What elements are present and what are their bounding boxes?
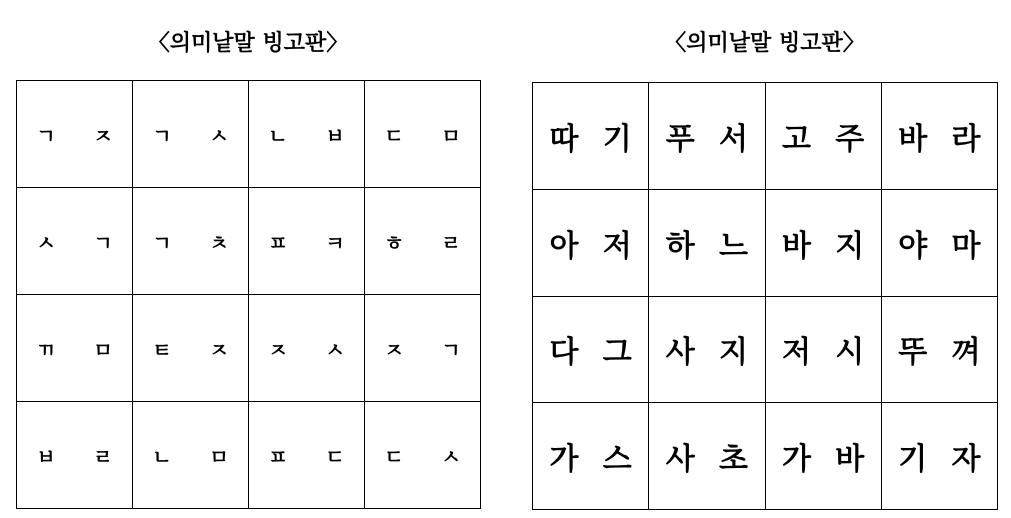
right-bingo-cell[interactable] xyxy=(882,190,998,297)
cell-character: 야 xyxy=(898,228,928,264)
left-bingo-cell[interactable] xyxy=(133,81,249,188)
left-bingo-cell[interactable] xyxy=(17,81,133,188)
cell-character: 라 xyxy=(951,121,981,157)
cell-character: ㄱ xyxy=(441,337,461,362)
cell-character: 껴 xyxy=(951,335,981,371)
cell-character: 시 xyxy=(835,335,865,371)
cell-character: ㅈ xyxy=(209,337,229,362)
cell-character: 저 xyxy=(602,228,632,264)
cell-character: ㄱ xyxy=(152,123,172,148)
right-bingo-cell[interactable] xyxy=(766,403,882,510)
left-bingo-cell[interactable] xyxy=(17,402,133,509)
cell-character: ㅋ xyxy=(325,230,345,255)
cell-character: 자 xyxy=(951,442,981,478)
cell-character: ㄲ xyxy=(36,337,56,362)
left-bingo-cell[interactable] xyxy=(133,188,249,295)
cell-character: ㅌ xyxy=(152,337,172,362)
cell-character: ㅈ xyxy=(384,337,404,362)
left-bingo-cell[interactable] xyxy=(249,188,365,295)
right-bingo-cell[interactable] xyxy=(649,190,765,297)
right-board-title: 〈의미낱말 빙고판〉 xyxy=(664,31,865,56)
cell-character: 바 xyxy=(782,228,811,264)
cell-character: ㅎ xyxy=(384,230,404,255)
cell-character: ㄱ xyxy=(152,230,172,255)
right-bingo-cell[interactable] xyxy=(533,190,649,297)
right-bingo-cell[interactable] xyxy=(533,297,649,404)
cell-character: ㅈ xyxy=(268,337,288,362)
right-bingo-cell[interactable] xyxy=(882,83,998,190)
cell-character: 뚜 xyxy=(898,335,928,371)
right-bingo-cell[interactable] xyxy=(533,83,649,190)
cell-character: ㅍ xyxy=(268,444,288,469)
right-bingo-cell[interactable] xyxy=(649,83,765,190)
cell-character: 마 xyxy=(951,228,981,264)
right-bingo-cell[interactable] xyxy=(649,297,765,404)
right-bingo-cell[interactable] xyxy=(882,297,998,404)
cell-character: ㅁ xyxy=(209,444,229,469)
right-bingo-cell[interactable] xyxy=(766,83,882,190)
cell-character: 기 xyxy=(602,121,632,157)
cell-character: 바 xyxy=(835,442,865,478)
cell-character: ㅈ xyxy=(93,123,113,148)
cell-character: 지 xyxy=(719,335,748,371)
cell-character: ㅂ xyxy=(36,444,56,469)
right-bingo-cell[interactable] xyxy=(766,190,882,297)
cell-character: 고 xyxy=(782,121,811,157)
right-bingo-cell[interactable] xyxy=(533,403,649,510)
left-bingo-cell[interactable] xyxy=(249,295,365,402)
left-bingo-cell[interactable] xyxy=(365,295,481,402)
left-bingo-cell[interactable] xyxy=(365,402,481,509)
cell-character: 푸 xyxy=(665,121,695,157)
left-board-title: 〈의미낱말 빙고판〉 xyxy=(147,31,349,56)
cell-character: 사 xyxy=(665,442,695,478)
cell-character: ㄴ xyxy=(268,123,288,148)
right-bingo-cell[interactable] xyxy=(649,403,765,510)
cell-character: ㅅ xyxy=(209,123,229,148)
left-bingo-cell[interactable] xyxy=(365,188,481,295)
cell-character: ㅁ xyxy=(93,337,113,362)
right-bingo-board xyxy=(532,82,998,510)
left-bingo-cell[interactable] xyxy=(365,81,481,188)
cell-character: 가 xyxy=(782,442,811,478)
cell-character: ㄷ xyxy=(384,123,404,148)
cell-character: ㄱ xyxy=(36,123,56,148)
left-bingo-cell[interactable] xyxy=(249,402,365,509)
cell-character: 저 xyxy=(782,335,811,371)
left-bingo-cell[interactable] xyxy=(133,295,249,402)
cell-character: 기 xyxy=(898,442,928,478)
cell-character: ㄷ xyxy=(325,444,345,469)
left-bingo-board xyxy=(16,80,481,509)
cell-character: 가 xyxy=(549,442,579,478)
cell-character: ㄹ xyxy=(441,230,461,255)
cell-character: 서 xyxy=(719,121,748,157)
cell-character: 스 xyxy=(602,442,632,478)
left-bingo-cell[interactable] xyxy=(133,402,249,509)
cell-character: 주 xyxy=(835,121,865,157)
cell-character: ㅍ xyxy=(268,230,288,255)
cell-character: 따 xyxy=(549,121,579,157)
cell-character: 바 xyxy=(898,121,928,157)
cell-character: ㅂ xyxy=(325,123,345,148)
right-bingo-cell[interactable] xyxy=(766,297,882,404)
cell-character: 지 xyxy=(835,228,865,264)
cell-character: ㄷ xyxy=(384,444,404,469)
cell-character: ㅅ xyxy=(441,444,461,469)
cell-character: 느 xyxy=(719,228,748,264)
cell-character: 아 xyxy=(549,228,579,264)
left-bingo-cell[interactable] xyxy=(249,81,365,188)
cell-character: 사 xyxy=(665,335,695,371)
cell-character: 하 xyxy=(665,228,695,264)
cell-character: 그 xyxy=(602,335,632,371)
right-bingo-cell[interactable] xyxy=(882,403,998,510)
cell-character: ㄴ xyxy=(152,444,172,469)
cell-character: ㅁ xyxy=(441,123,461,148)
cell-character: ㅅ xyxy=(36,230,56,255)
cell-character: ㅅ xyxy=(325,337,345,362)
cell-character: ㅊ xyxy=(209,230,229,255)
cell-character: ㄱ xyxy=(93,230,113,255)
left-bingo-cell[interactable] xyxy=(17,295,133,402)
cell-character: 초 xyxy=(719,442,748,478)
cell-character: ㄹ xyxy=(93,444,113,469)
left-bingo-cell[interactable] xyxy=(17,188,133,295)
cell-character: 다 xyxy=(549,335,579,371)
